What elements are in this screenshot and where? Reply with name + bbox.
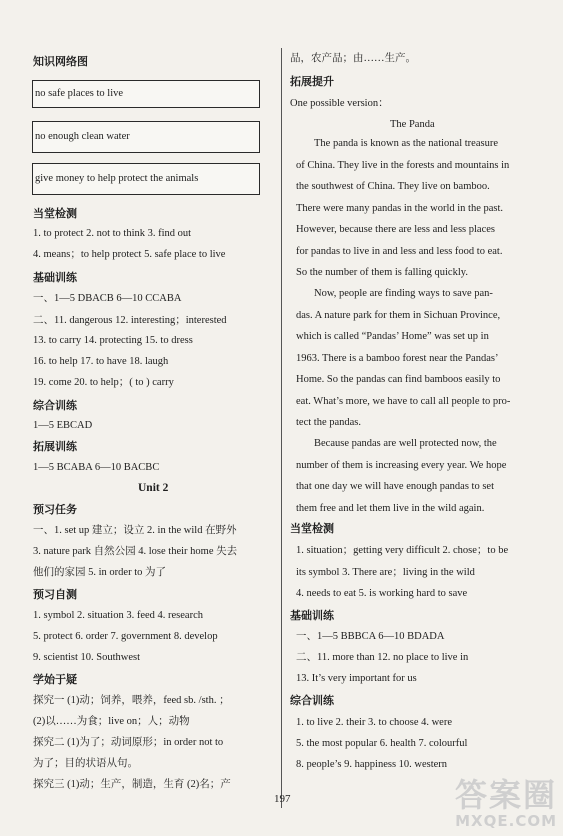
answer-line: (2)以……为食；live on；人；动物 [33, 716, 190, 727]
essay-line: Home. So the pandas can find bamboos easily to [296, 374, 501, 385]
page-number: 197 [274, 793, 291, 805]
unit-heading: Unit 2 [138, 482, 169, 494]
knowledge-box-text: give money to help protect the animals [35, 173, 199, 184]
essay-line: There were many pandas in the world in the past. [296, 202, 504, 214]
answer-line: 探究三 (1)动；生产，制造，生育 (2)名；产 [33, 779, 231, 790]
answer-line: 二、11. more than 12. no place to live in [296, 652, 469, 663]
answer-line: 1. symbol 2. situation 3. feed 4. research [33, 610, 203, 621]
answer-line: 13. It’s very important for us [296, 673, 417, 684]
essay-line: which is called “Pandas’ Home” was set up in [296, 331, 489, 342]
essay-line: of China. They live in the forests and mountains in [296, 159, 510, 171]
answer-line: 4. needs to eat 5. is working hard to save [296, 588, 468, 599]
answer-line: 4. means；to help protect 5. safe place to live [33, 249, 226, 260]
section-title: 综合训练 [290, 694, 334, 707]
essay-line: Now, people are finding ways to save pan- [314, 288, 493, 299]
column-divider [281, 48, 282, 808]
answer-line: 5. protect 6. order 7. government 8. develop [33, 631, 218, 642]
essay-line: eat. What’s more, we have to call all people to pro- [296, 395, 511, 407]
answer-line: 品，农产品；由……生产。 [290, 53, 416, 64]
essay-paragraph-3 [296, 433, 506, 519]
knowledge-box-2 [32, 121, 260, 153]
answer-line: 一、1—5 BBBCA 6—10 BDADA [296, 631, 445, 642]
answer-line: 1. to live 2. their 3. to choose 4. were [296, 717, 453, 728]
answer-line: 1. to protect 2. not to think 3. find out [33, 228, 192, 239]
answer-line: 19. come 20. to help；( to ) carry [33, 377, 174, 388]
answer-line: 1—5 BCABA 6—10 BACBC [33, 462, 160, 473]
section-title: 当堂检测 [33, 207, 77, 220]
essay-line: Because pandas are well protected now, the [314, 438, 497, 449]
essay-paragraph-1 [296, 133, 509, 284]
section-title: 拓展训练 [33, 440, 77, 453]
section-title: 综合训练 [33, 399, 77, 412]
section-title: 基础训练 [33, 271, 77, 284]
answer-line: 9. scientist 10. Southwest [33, 652, 141, 663]
knowledge-box-3 [32, 163, 260, 195]
essay-paragraph-2 [296, 283, 510, 434]
watermark-logo: 答案圈 [454, 776, 557, 814]
essay-line: tect the pandas. [296, 417, 362, 428]
essay-title: The Panda [390, 119, 435, 130]
section-title: 当堂检测 [290, 522, 334, 535]
answer-line: 他们的家园 5. in order to 为了 [33, 567, 166, 578]
section-title: 学始于疑 [33, 673, 77, 686]
answer-line: 一、1—5 DBACB 6—10 CCABA [33, 293, 182, 304]
answer-line: 探究二 (1)为了；动词原形；in order not to [33, 737, 224, 748]
answer-line: 一、1. set up 建立；设立 2. in the wild 在野外 [33, 525, 237, 536]
essay-line: that one day we will have enough pandas to set [296, 481, 494, 492]
answer-line: 5. the most popular 6. health 7. colourful [296, 738, 468, 749]
essay-line: them free and let them live in the wild again. [296, 502, 485, 514]
essay-line: 1963. There is a bamboo forest near the Pandas’ [296, 352, 499, 364]
answer-line: 16. to help 17. to have 18. laugh [33, 356, 169, 367]
version-label: One possible version： [290, 98, 389, 109]
knowledge-box-text: no enough clean water [35, 131, 130, 142]
answer-line: 1. situation；getting very difficult 2. chose；to be [296, 545, 509, 556]
watermark-url: MXQE.COM [455, 812, 557, 830]
section-title: 拓展提升 [290, 75, 334, 88]
answer-line: 3. nature park 自然公园 4. lose their home 失去 [33, 546, 238, 557]
answer-line: 探究一 (1)动；饲养，喂养，feed sb. /sth. ； [33, 695, 230, 706]
header-knowledge-network: 知识网络图 [33, 55, 88, 68]
answer-line: 13. to carry 14. protecting 15. to dress [33, 335, 193, 346]
answer-line: 8. people’s 9. happiness 10. western [296, 759, 448, 770]
section-title: 预习任务 [33, 503, 77, 516]
answer-line: 为了；目的状语从句。 [33, 758, 138, 769]
answer-line: 二、11. dangerous 12. interesting；interested [33, 315, 227, 326]
watermark [455, 778, 557, 830]
essay-line: However, because there are less and less places [296, 224, 495, 235]
answer-line: its symbol 3. There are；living in the wild [296, 567, 475, 578]
knowledge-box-text: no safe places to live [35, 88, 124, 99]
section-title: 预习自测 [33, 588, 77, 601]
essay-line: the southwest of China. They live on bamboo. [296, 181, 490, 192]
essay-line: So the number of them is falling quickly. [296, 267, 468, 278]
essay-line: The panda is known as the national treasure [314, 138, 498, 149]
essay-line: das. A nature park for them in Sichuan Province, [296, 309, 501, 321]
essay-line: for pandas to live in and less and less food to eat. [296, 245, 503, 257]
section-title: 基础训练 [290, 609, 334, 622]
essay-line: number of them is increasing every year. We hope [296, 459, 507, 471]
answer-line: 1—5 EBCAD [33, 420, 93, 431]
knowledge-box-1 [32, 80, 260, 108]
